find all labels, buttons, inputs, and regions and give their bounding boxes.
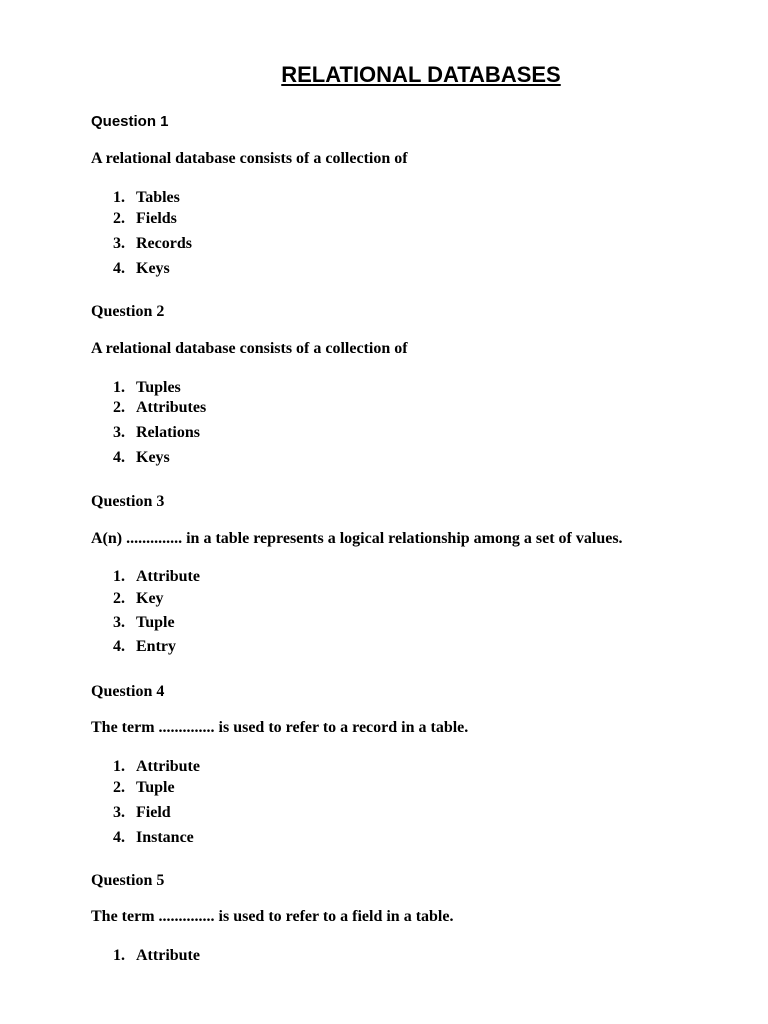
- option-text: Keys: [136, 449, 170, 466]
- option-number: 1.: [113, 568, 125, 585]
- option-number: 4.: [113, 638, 125, 655]
- option-text: Keys: [136, 260, 170, 277]
- option-number: 1.: [113, 189, 125, 206]
- question-2-label: Question 2: [91, 303, 165, 320]
- question-2-option-4: [113, 449, 170, 467]
- question-5-text: The term .............. is used to refer to a field in a table.: [91, 908, 454, 925]
- option-number: 1.: [113, 758, 125, 775]
- option-text: Relations: [136, 424, 200, 441]
- option-text: Attribute: [136, 947, 200, 964]
- option-text: Instance: [136, 829, 194, 846]
- option-text: Attribute: [136, 568, 200, 585]
- option-text: Tuple: [136, 779, 175, 796]
- page-title: RELATIONAL DATABASES: [281, 62, 561, 87]
- option-number: 4.: [113, 260, 125, 277]
- option-number: 2.: [113, 210, 125, 227]
- option-text: Fields: [136, 210, 177, 227]
- option-text: Entry: [136, 638, 176, 655]
- question-4-option-3: [113, 804, 171, 822]
- question-4-option-2: [113, 779, 175, 797]
- option-number: 1.: [113, 947, 125, 964]
- option-number: 2.: [113, 779, 125, 796]
- option-text: Tables: [136, 189, 180, 206]
- question-2-option-3: [113, 424, 200, 442]
- question-5-option-1: [113, 947, 200, 965]
- question-1-option-1: [113, 189, 180, 207]
- option-number: 2.: [113, 590, 125, 607]
- option-text: Tuple: [136, 614, 175, 631]
- option-number: 3.: [113, 614, 125, 631]
- option-text: Attributes: [136, 399, 207, 416]
- option-number: 1.: [113, 379, 125, 396]
- question-2-option-2: [113, 399, 206, 417]
- question-3-label: Question 3: [91, 493, 165, 510]
- question-1-label: Question 1: [91, 113, 169, 130]
- question-4-option-1: [113, 758, 200, 776]
- option-number: 3.: [113, 235, 125, 252]
- question-4-text: The term .............. is used to refer to a record in a table.: [91, 719, 469, 736]
- option-number: 2.: [113, 399, 125, 416]
- option-text: Attribute: [136, 758, 200, 775]
- question-4-option-4: [113, 829, 194, 847]
- question-2-text: A relational database consists of a collection of: [91, 340, 408, 357]
- question-4-label: Question 4: [91, 683, 165, 700]
- question-3-option-1: [113, 568, 200, 586]
- question-1-text: A relational database consists of a collection of: [91, 150, 408, 167]
- option-number: 4.: [113, 829, 125, 846]
- option-text: Records: [136, 235, 192, 252]
- question-5-label: Question 5: [91, 872, 165, 889]
- option-text: Tuples: [136, 379, 181, 396]
- option-number: 3.: [113, 424, 125, 441]
- question-3-option-4: [113, 638, 176, 656]
- option-number: 3.: [113, 804, 125, 821]
- question-1-option-3: [113, 235, 192, 253]
- question-3-option-3: [113, 614, 175, 632]
- option-number: 4.: [113, 449, 125, 466]
- option-text: Key: [136, 590, 164, 607]
- option-text: Field: [136, 804, 171, 821]
- question-2-option-1: [113, 379, 181, 397]
- question-3-option-2: [113, 590, 164, 608]
- question-3-text: A(n) .............. in a table represents a logical relationship among a set of values.: [91, 530, 623, 547]
- question-1-option-2: [113, 210, 177, 228]
- question-1-option-4: [113, 260, 170, 278]
